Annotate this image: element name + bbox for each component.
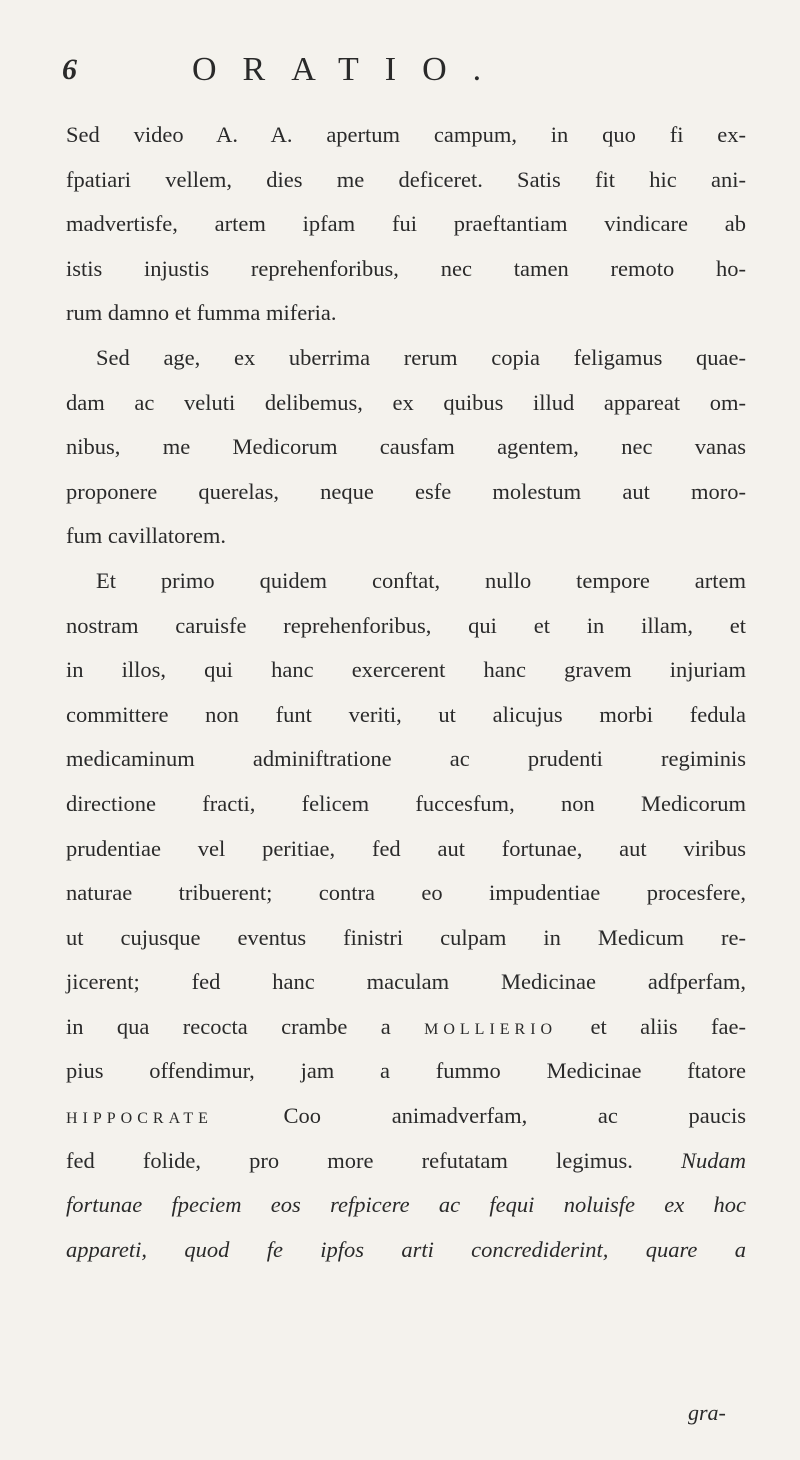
- text-span: fed folide, pro more refutatam legimus.: [66, 1147, 681, 1173]
- text-line: rum damno et fumma miferia.: [66, 300, 337, 326]
- text-line: [66, 1139, 746, 1184]
- text-line: ut cujusque eventus finistri culpam in Medicum re-: [66, 924, 746, 950]
- text-line: prudentiae vel peritiae, fed aut fortunae, aut viribus: [66, 835, 746, 861]
- text-line: fortunae fpeciem eos refpicere ac fequi noluisfe ex hoc: [66, 1192, 746, 1218]
- text-span: Coo animadverfam, ac paucis: [212, 1103, 746, 1129]
- text-line: [66, 1005, 746, 1050]
- text-line: Et primo quidem conftat, nullo tempore artem: [96, 567, 746, 593]
- text-line: nostram caruisfe reprehenforibus, qui et in illam, et: [66, 612, 746, 638]
- text-line: naturae tribuerent; contra eo impudentiae procesfere,: [66, 880, 746, 906]
- text-line: committere non funt veriti, ut alicujus morbi fedula: [66, 701, 746, 727]
- text-line: Sed video A. A. apertum campum, in quo fi ex-: [66, 122, 746, 147]
- text-line: fpatiari vellem, dies me deficeret. Satis fit hic ani-: [66, 166, 746, 192]
- page-header: [62, 50, 742, 100]
- catchword: gra-: [688, 1400, 726, 1425]
- body-text: [66, 113, 746, 1272]
- text-line: directione fracti, felicem fuccesfum, non Medicorum: [66, 790, 746, 816]
- text-line: medicaminum adminiftratione ac prudenti regiminis: [66, 746, 746, 772]
- text-line: dam ac veluti delibemus, ex quibus illud appareat om-: [66, 389, 746, 415]
- running-title: ORATIO.: [192, 51, 508, 88]
- text-line: appareti, quod fe ipfos arti concrediderint, quare a: [66, 1236, 746, 1262]
- text-line: [66, 1094, 746, 1139]
- text-line: proponere querelas, neque esfe molestum aut moro-: [66, 478, 746, 504]
- text-line: jicerent; fed hanc maculam Medicinae adfperfam,: [66, 969, 746, 995]
- text-line: istis injustis reprehenforibus, nec tamen remoto ho-: [66, 255, 746, 281]
- small-caps-name: HIPPOCRATE: [66, 1110, 213, 1128]
- text-line: fum cavillatorem.: [66, 523, 226, 549]
- text-line: in illos, qui hanc exercerent hanc gravem injuriam: [66, 657, 746, 683]
- page-number: 6: [62, 53, 77, 86]
- text-line: Sed age, ex uberrima rerum copia feligamus quae-: [96, 344, 746, 370]
- text-line: pius offendimur, jam a fummo Medicinae ftatore: [66, 1058, 746, 1084]
- text-line: madvertisfe, artem ipfam fui praeftantiam vindicare ab: [66, 211, 746, 237]
- text-span: et aliis fae-: [557, 1013, 746, 1039]
- text-span: in qua recocta crambe a: [66, 1013, 425, 1039]
- text-line: nibus, me Medicorum causfam agentem, nec vanas: [66, 434, 746, 460]
- small-caps-name: MOLLIERIO: [424, 1020, 558, 1038]
- italic-span: Nudam: [680, 1147, 746, 1173]
